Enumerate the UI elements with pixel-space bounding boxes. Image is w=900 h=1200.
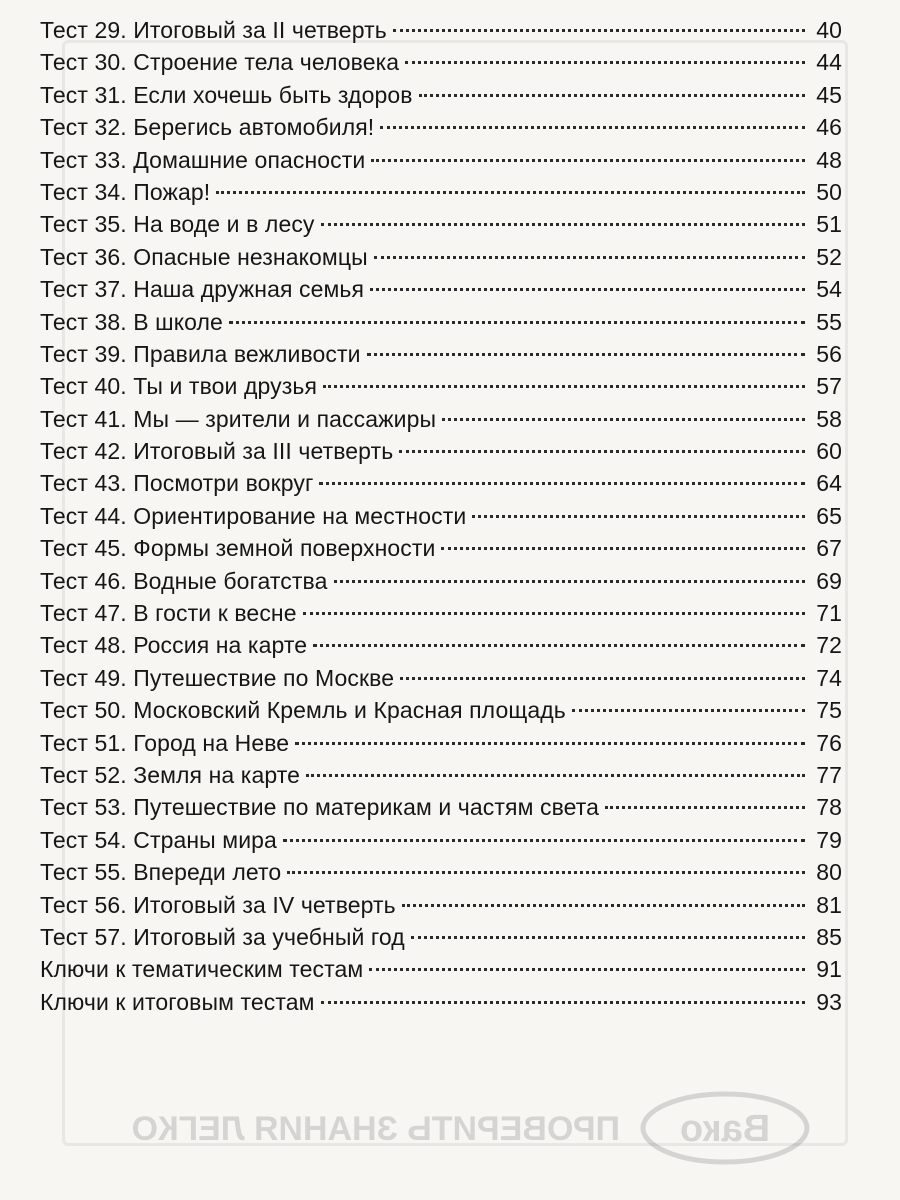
dot-leader bbox=[393, 29, 805, 32]
toc-entry-title: Тест 30. Строение тела человека bbox=[40, 49, 400, 76]
dot-leader bbox=[283, 839, 805, 842]
toc-entry bbox=[40, 727, 842, 759]
toc-entry-title: Тест 49. Путешествие по Москве bbox=[40, 664, 395, 691]
toc-entry bbox=[40, 662, 842, 694]
show-through-banner-graphic bbox=[60, 1086, 820, 1170]
toc-entry bbox=[40, 824, 842, 856]
dot-leader bbox=[405, 61, 805, 64]
toc-entry bbox=[40, 208, 842, 240]
toc-entry-page: 57 bbox=[816, 373, 842, 400]
dot-leader bbox=[323, 385, 805, 388]
toc-entry bbox=[40, 889, 842, 921]
toc-entry bbox=[40, 176, 842, 208]
toc-entry-page: 78 bbox=[816, 794, 842, 821]
dot-leader bbox=[400, 677, 805, 680]
toc-entry-page: 91 bbox=[816, 956, 842, 983]
toc-entry bbox=[40, 986, 842, 1018]
toc-entry bbox=[40, 597, 842, 629]
dot-leader bbox=[572, 709, 805, 712]
dot-leader bbox=[411, 936, 805, 939]
toc-entry bbox=[40, 694, 842, 726]
toc-entry bbox=[40, 144, 842, 176]
toc-entry-title: Тест 31. Если хочешь быть здоров bbox=[40, 81, 413, 108]
toc-entry-title: Ключи к итоговым тестам bbox=[40, 988, 315, 1015]
toc-entry-title: Тест 35. На воде и в лесу bbox=[40, 211, 315, 238]
dot-leader bbox=[369, 968, 805, 971]
show-through-publisher-banner bbox=[60, 1086, 820, 1170]
dot-leader bbox=[370, 288, 805, 291]
toc-entry-page: 79 bbox=[816, 826, 842, 853]
toc-entry-title: Тест 48. Россия на карте bbox=[40, 632, 308, 659]
dot-leader bbox=[321, 223, 805, 226]
toc-entry bbox=[40, 403, 842, 435]
dot-leader bbox=[371, 159, 805, 162]
toc-entry-title: Тест 36. Опасные незнакомцы bbox=[40, 243, 368, 270]
toc-entry-page: 44 bbox=[816, 49, 842, 76]
dot-leader bbox=[441, 547, 805, 550]
dot-leader bbox=[380, 126, 805, 129]
dot-leader bbox=[295, 742, 805, 745]
toc-entry-title: Тест 55. Впереди лето bbox=[40, 859, 282, 886]
toc-entry-title: Тест 54. Страны мира bbox=[40, 826, 277, 853]
dot-leader bbox=[399, 450, 805, 453]
toc-entry-page: 54 bbox=[816, 276, 842, 303]
dot-leader bbox=[442, 418, 805, 421]
toc-entry-page: 72 bbox=[816, 632, 842, 659]
toc-entry-title: Тест 43. Посмотри вокруг bbox=[40, 470, 314, 497]
toc-entry bbox=[40, 338, 842, 370]
dot-leader bbox=[605, 806, 805, 809]
toc-entry bbox=[40, 500, 842, 532]
toc-entry-page: 55 bbox=[816, 308, 842, 335]
dot-leader bbox=[306, 774, 805, 777]
toc-entry bbox=[40, 856, 842, 888]
toc-entry-page: 93 bbox=[816, 988, 842, 1015]
toc-entry-title: Тест 33. Домашние опасности bbox=[40, 146, 366, 173]
toc-entry-title: Тест 45. Формы земной поверхности bbox=[40, 535, 436, 562]
toc-entry-page: 81 bbox=[816, 891, 842, 918]
toc-entry bbox=[40, 435, 842, 467]
toc-entry bbox=[40, 565, 842, 597]
dot-leader bbox=[334, 580, 806, 583]
toc-entry-title: Ключи к тематическим тестам bbox=[40, 956, 364, 983]
toc-entry-title: Тест 51. Город на Неве bbox=[40, 729, 290, 756]
toc-entry-page: 40 bbox=[816, 17, 842, 43]
toc-entry-title: Тест 29. Итоговый за II четверть bbox=[40, 17, 387, 43]
dot-leader bbox=[402, 904, 805, 907]
toc-entry bbox=[40, 532, 842, 564]
toc-entry-page: 45 bbox=[816, 81, 842, 108]
dot-leader bbox=[319, 482, 805, 485]
toc-entry-page: 56 bbox=[816, 340, 842, 367]
toc-entry-title: Тест 37. Наша дружная семья bbox=[40, 276, 365, 303]
toc-entry-title: Тест 40. Ты и твои друзья bbox=[40, 373, 317, 400]
toc-entry-page: 77 bbox=[816, 761, 842, 788]
dot-leader bbox=[374, 256, 805, 259]
toc-entry bbox=[40, 759, 842, 791]
toc-entry-title: Тест 44. Ориентирование на местности bbox=[40, 502, 467, 529]
toc-entry bbox=[40, 953, 842, 985]
toc-entry-page: 71 bbox=[816, 600, 842, 627]
dot-leader bbox=[229, 321, 805, 324]
toc-entry bbox=[40, 921, 842, 953]
toc-entry-page: 80 bbox=[816, 859, 842, 886]
toc-entry-page: 50 bbox=[816, 178, 842, 205]
toc-entry-title: Тест 38. В школе bbox=[40, 308, 223, 335]
toc-entry-page: 48 bbox=[816, 146, 842, 173]
toc-entry-page: 51 bbox=[816, 211, 842, 238]
toc-entry-title: Тест 46. Водные богатства bbox=[40, 567, 328, 594]
toc-entry-title: Тест 41. Мы — зрители и пассажиры bbox=[40, 405, 437, 432]
toc-entry-page: 76 bbox=[816, 729, 842, 756]
toc-entry-page: 74 bbox=[816, 664, 842, 691]
toc-entry-title: Тест 53. Путешествие по материкам и частям света bbox=[40, 794, 600, 821]
publisher-logo-text: Вако bbox=[679, 1108, 771, 1150]
toc-entry bbox=[40, 467, 842, 499]
publisher-slogan: ПРОВЕРИТЬ ЗНАНИЯ ЛЕГКО bbox=[131, 1110, 620, 1148]
toc-entry bbox=[40, 791, 842, 823]
toc-entry bbox=[40, 46, 842, 78]
toc-entry bbox=[40, 111, 842, 143]
dot-leader bbox=[303, 612, 805, 615]
toc-entry-page: 85 bbox=[816, 923, 842, 950]
table-of-contents bbox=[40, 14, 842, 1018]
toc-entry-title: Тест 56. Итоговый за IV четверть bbox=[40, 891, 396, 918]
toc-entry-page: 75 bbox=[816, 697, 842, 724]
toc-entry bbox=[40, 14, 842, 46]
dot-leader bbox=[367, 353, 805, 356]
toc-entry-page: 65 bbox=[816, 502, 842, 529]
toc-entry-title: Тест 57. Итоговый за учебный год bbox=[40, 923, 405, 950]
toc-entry-page: 52 bbox=[816, 243, 842, 270]
toc-entry-title: Тест 34. Пожар! bbox=[40, 178, 211, 205]
toc-entry-title: Тест 39. Правила вежливости bbox=[40, 340, 361, 367]
dot-leader bbox=[216, 191, 805, 194]
toc-entry-title: Тест 47. В гости к весне bbox=[40, 600, 297, 627]
toc-entry-title: Тест 50. Московский Кремль и Красная площадь bbox=[40, 697, 566, 724]
dot-leader bbox=[313, 644, 805, 647]
dot-leader bbox=[472, 515, 805, 518]
toc-entry-page: 58 bbox=[816, 405, 842, 432]
dot-leader bbox=[287, 871, 805, 874]
toc-entry bbox=[40, 629, 842, 661]
toc-entry-title: Тест 42. Итоговый за III четверть bbox=[40, 438, 394, 465]
toc-entry-page: 69 bbox=[816, 567, 842, 594]
toc-entry-title: Тест 32. Берегись автомобиля! bbox=[40, 114, 375, 141]
toc-entry-page: 67 bbox=[816, 535, 842, 562]
toc-entry bbox=[40, 273, 842, 305]
dot-leader bbox=[321, 1001, 805, 1004]
toc-entry bbox=[40, 241, 842, 273]
toc-entry-page: 64 bbox=[816, 470, 842, 497]
toc-entry-page: 60 bbox=[816, 438, 842, 465]
toc-entry bbox=[40, 370, 842, 402]
toc-entry-page: 46 bbox=[816, 114, 842, 141]
toc-entry bbox=[40, 79, 842, 111]
dot-leader bbox=[419, 94, 805, 97]
toc-entry bbox=[40, 306, 842, 338]
toc-entry-title: Тест 52. Земля на карте bbox=[40, 761, 300, 788]
